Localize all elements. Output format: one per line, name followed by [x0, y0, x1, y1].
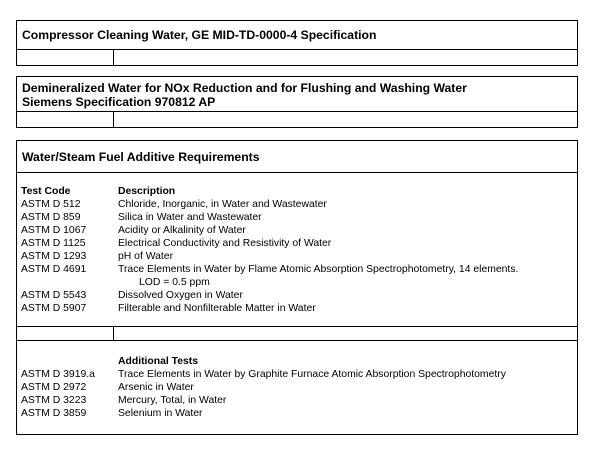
test-code: ASTM D 3859 [21, 408, 87, 419]
section-demineralized-water [16, 76, 578, 128]
column-header-description: Description [118, 186, 176, 197]
section-title-line1: Demineralized Water for NOx Reduction and for Flushing and Washing Water [22, 81, 467, 95]
section-title: Compressor Cleaning Water, GE MID-TD-0000-4 Specification [22, 28, 377, 42]
column-header-test-code: Test Code [21, 186, 71, 197]
table-row [17, 407, 577, 420]
test-code: ASTM D 5543 [21, 290, 87, 301]
column-divider [113, 49, 114, 65]
test-description: Arsenic in Water [118, 382, 194, 393]
test-code: ASTM D 512 [21, 199, 81, 210]
test-description: Silica in Water and Wastewater [118, 212, 262, 223]
test-code: ASTM D 4691 [21, 264, 87, 275]
test-code: ASTM D 1067 [21, 225, 87, 236]
table-row [17, 263, 577, 276]
additional-tests-heading: Additional Tests [118, 356, 199, 367]
column-divider [113, 111, 114, 127]
test-description: Acidity or Alkalinity of Water [118, 225, 246, 236]
test-description: Electrical Conductivity and Resistivity of Water [118, 238, 332, 249]
table-row [17, 211, 577, 224]
additional-tests-header [17, 355, 577, 368]
section-compressor-cleaning [16, 20, 578, 66]
test-description: Filterable and Nonfilterable Matter in Water [118, 303, 316, 314]
table-row [17, 250, 577, 263]
test-code: ASTM D 2972 [21, 382, 87, 393]
table-row [17, 302, 577, 315]
test-code: ASTM D 3919.a [21, 369, 95, 380]
table-row [17, 237, 577, 250]
test-code: ASTM D 859 [21, 212, 81, 223]
table-row [17, 381, 577, 394]
column-divider [113, 326, 114, 340]
table-row [17, 224, 577, 237]
test-description: Trace Elements in Water by Flame Atomic Absorption Spectrophotometry, 14 elements. [118, 264, 519, 275]
test-code: ASTM D 3223 [21, 395, 87, 406]
divider [17, 326, 577, 327]
test-note: LOD = 0.5 ppm [139, 277, 210, 288]
divider [17, 49, 577, 50]
table-row-note [17, 276, 577, 289]
section-title: Water/Steam Fuel Additive Requirements [22, 150, 260, 164]
test-description: Selenium in Water [118, 408, 203, 419]
table-header [17, 185, 577, 198]
test-code: ASTM D 1125 [21, 238, 86, 249]
table-row [17, 394, 577, 407]
test-description: Chloride, Inorganic, in Water and Wastewater [118, 199, 327, 210]
table-row [17, 289, 577, 302]
divider [17, 340, 577, 341]
test-description: Mercury, Total, in Water [118, 395, 227, 406]
test-code: ASTM D 1293 [21, 251, 87, 262]
test-description: Dissolved Oxygen in Water [118, 290, 243, 301]
divider [17, 172, 577, 173]
table-row [17, 198, 577, 211]
divider [17, 111, 577, 112]
test-code: ASTM D 5907 [21, 303, 87, 314]
test-description: Trace Elements in Water by Graphite Furnace Atomic Absorption Spectrophotometry [118, 369, 506, 380]
section-title-line2: Siemens Specification 970812 AP [22, 95, 216, 109]
table-row [17, 368, 577, 381]
test-description: pH of Water [118, 251, 174, 262]
section-fuel-additive [16, 140, 578, 435]
